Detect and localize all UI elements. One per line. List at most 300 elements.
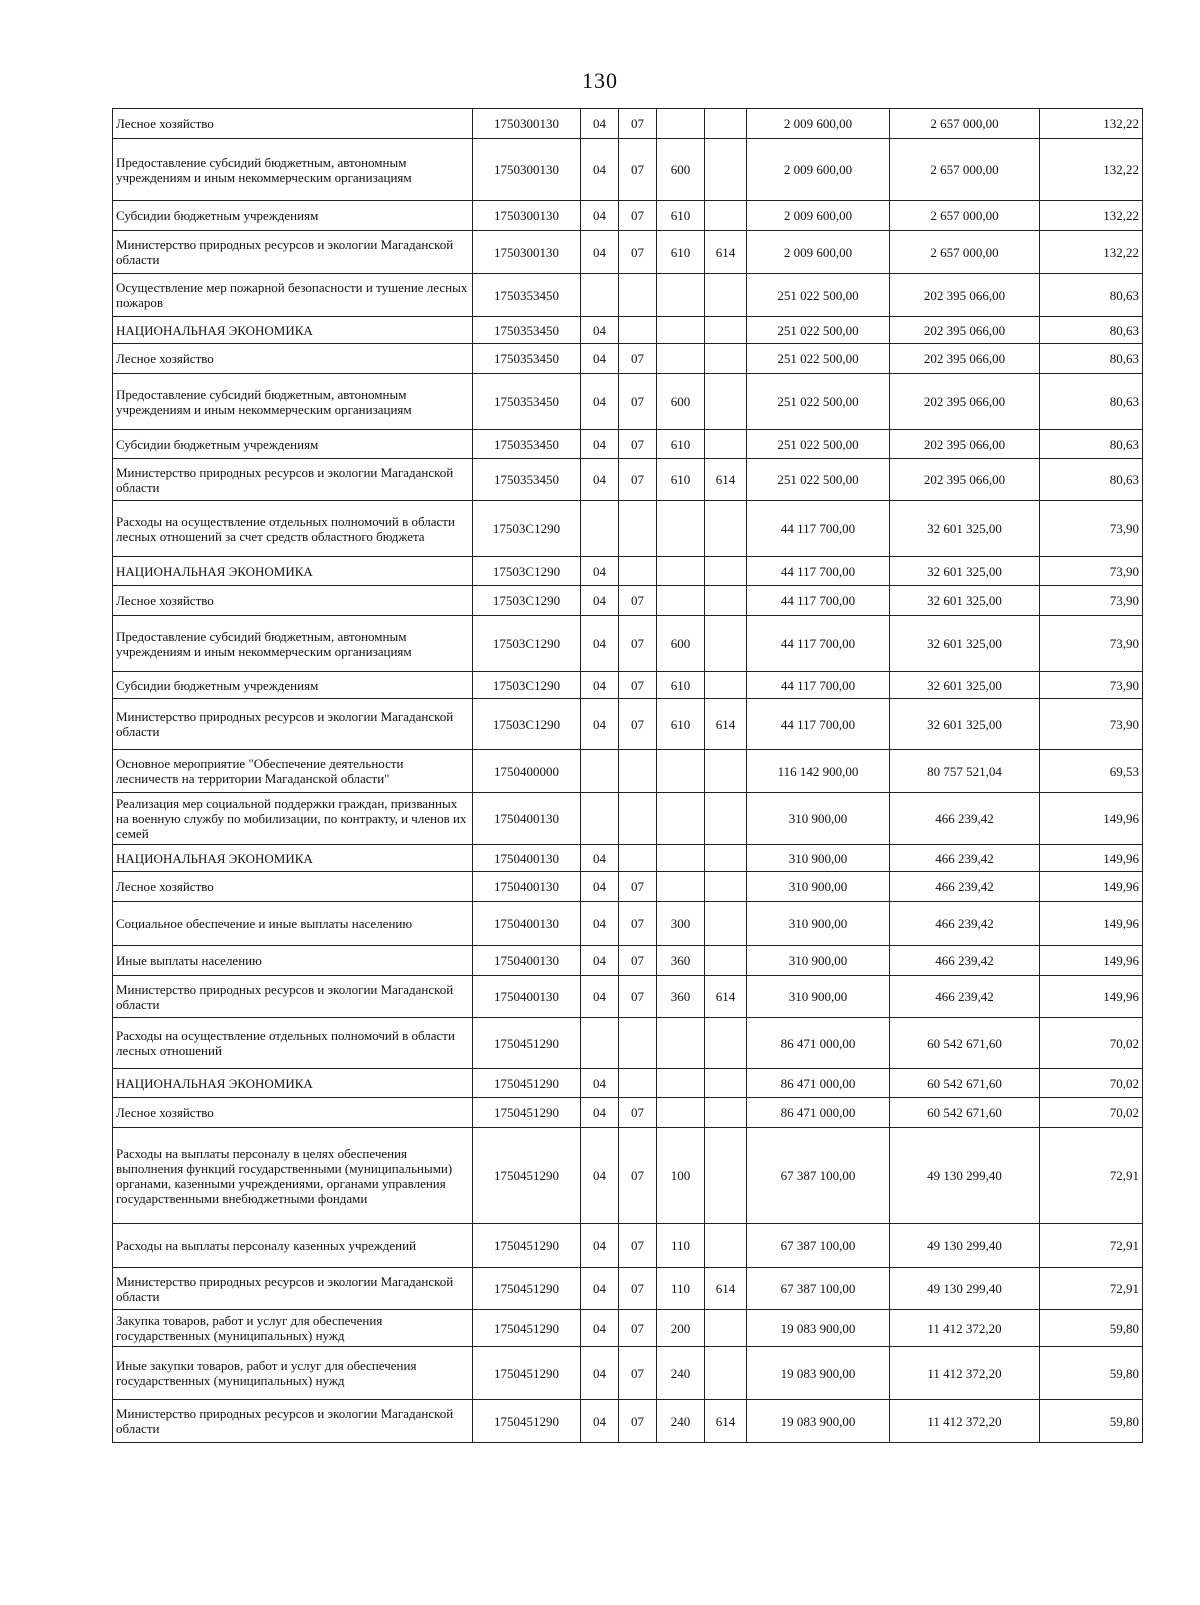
row-name: Реализация мер социальной поддержки граждан, призванных на военную службу по мобилизации, по контракту, и членов их семей [113,793,473,845]
row-name: Министерство природных ресурсов и экологии Магаданской области [113,976,473,1018]
row-name: Субсидии бюджетным учреждениям [113,430,473,459]
row-section: 04 [581,1069,619,1098]
row-expense-type [657,274,705,317]
row-planned-amount: 310 900,00 [747,793,890,845]
row-percent: 70,02 [1040,1098,1143,1128]
row-planned-amount: 19 083 900,00 [747,1310,890,1347]
row-planned-amount: 251 022 500,00 [747,317,890,344]
row-target-article: 1750451290 [473,1400,581,1443]
row-planned-amount: 44 117 700,00 [747,501,890,557]
row-actual-amount: 202 395 066,00 [890,374,1040,430]
row-target-article: 1750400130 [473,793,581,845]
row-subsection: 07 [619,1347,657,1400]
row-subsection: 07 [619,976,657,1018]
row-percent: 80,63 [1040,459,1143,501]
row-target-article: 17503С1290 [473,557,581,586]
row-name: Субсидии бюджетным учреждениям [113,672,473,699]
row-administrator-code: 614 [705,231,747,274]
table-row [113,109,1143,139]
row-planned-amount: 2 009 600,00 [747,139,890,201]
row-expense-type: 600 [657,374,705,430]
table-row [113,699,1143,750]
row-actual-amount: 466 239,42 [890,976,1040,1018]
row-name: Лесное хозяйство [113,344,473,374]
row-actual-amount: 49 130 299,40 [890,1128,1040,1224]
row-planned-amount: 116 142 900,00 [747,750,890,793]
row-expense-type: 360 [657,976,705,1018]
row-percent: 73,90 [1040,501,1143,557]
row-subsection: 07 [619,946,657,976]
row-actual-amount: 11 412 372,20 [890,1400,1040,1443]
row-name: НАЦИОНАЛЬНАЯ ЭКОНОМИКА [113,317,473,344]
row-subsection: 07 [619,109,657,139]
row-expense-type: 300 [657,902,705,946]
row-section: 04 [581,1098,619,1128]
row-actual-amount: 32 601 325,00 [890,616,1040,672]
row-planned-amount: 19 083 900,00 [747,1400,890,1443]
row-planned-amount: 44 117 700,00 [747,586,890,616]
row-expense-type [657,501,705,557]
row-administrator-code [705,374,747,430]
row-section: 04 [581,946,619,976]
row-expense-type: 610 [657,231,705,274]
row-section [581,750,619,793]
row-target-article: 1750353450 [473,317,581,344]
row-actual-amount: 202 395 066,00 [890,459,1040,501]
row-administrator-code: 614 [705,459,747,501]
row-administrator-code [705,109,747,139]
row-planned-amount: 86 471 000,00 [747,1018,890,1069]
row-administrator-code [705,139,747,201]
row-percent: 69,53 [1040,750,1143,793]
row-name: Закупка товаров, работ и услуг для обеспечения государственных (муниципальных) нужд [113,1310,473,1347]
row-name: Лесное хозяйство [113,1098,473,1128]
row-target-article: 1750400130 [473,872,581,902]
row-actual-amount: 2 657 000,00 [890,201,1040,231]
row-percent: 73,90 [1040,557,1143,586]
row-section: 04 [581,1128,619,1224]
table-row [113,946,1143,976]
row-subsection [619,557,657,586]
row-subsection: 07 [619,902,657,946]
row-name: Министерство природных ресурсов и экологии Магаданской области [113,459,473,501]
row-administrator-code: 614 [705,699,747,750]
row-percent: 72,91 [1040,1224,1143,1268]
table-row [113,557,1143,586]
row-percent: 80,63 [1040,430,1143,459]
row-target-article: 1750451290 [473,1268,581,1310]
row-expense-type: 240 [657,1400,705,1443]
row-planned-amount: 44 117 700,00 [747,616,890,672]
row-expense-type [657,557,705,586]
row-administrator-code [705,557,747,586]
row-actual-amount: 202 395 066,00 [890,274,1040,317]
row-target-article: 1750300130 [473,109,581,139]
row-expense-type: 610 [657,699,705,750]
row-administrator-code [705,1128,747,1224]
table-row [113,872,1143,902]
table-row [113,1268,1143,1310]
row-administrator-code [705,1224,747,1268]
table-row [113,1310,1143,1347]
row-name: Лесное хозяйство [113,586,473,616]
row-actual-amount: 49 130 299,40 [890,1268,1040,1310]
table-row [113,317,1143,344]
row-target-article: 17503С1290 [473,586,581,616]
row-expense-type: 360 [657,946,705,976]
row-planned-amount: 251 022 500,00 [747,430,890,459]
row-actual-amount: 466 239,42 [890,872,1040,902]
row-actual-amount: 60 542 671,60 [890,1069,1040,1098]
row-administrator-code [705,317,747,344]
row-target-article: 17503С1290 [473,616,581,672]
row-administrator-code [705,201,747,231]
row-actual-amount: 11 412 372,20 [890,1310,1040,1347]
row-subsection [619,793,657,845]
row-target-article: 1750400130 [473,845,581,872]
row-target-article: 1750353450 [473,430,581,459]
row-target-article: 1750451290 [473,1128,581,1224]
row-planned-amount: 251 022 500,00 [747,374,890,430]
row-administrator-code [705,1347,747,1400]
row-section: 04 [581,976,619,1018]
row-target-article: 1750400130 [473,902,581,946]
row-target-article: 1750451290 [473,1069,581,1098]
table-row [113,1098,1143,1128]
row-administrator-code: 614 [705,976,747,1018]
row-actual-amount: 80 757 521,04 [890,750,1040,793]
row-target-article: 1750451290 [473,1224,581,1268]
table-row [113,1347,1143,1400]
row-percent: 59,80 [1040,1310,1143,1347]
row-target-article: 1750400130 [473,946,581,976]
row-administrator-code [705,1310,747,1347]
row-administrator-code [705,793,747,845]
page-number: 130 [582,68,618,93]
row-expense-type [657,845,705,872]
row-target-article: 1750353450 [473,344,581,374]
row-section: 04 [581,557,619,586]
row-target-article: 1750400130 [473,976,581,1018]
row-subsection: 07 [619,699,657,750]
table-row [113,459,1143,501]
row-planned-amount: 310 900,00 [747,902,890,946]
row-section: 04 [581,231,619,274]
row-actual-amount: 49 130 299,40 [890,1224,1040,1268]
row-planned-amount: 251 022 500,00 [747,459,890,501]
row-name: Расходы на осуществление отдельных полномочий в области лесных отношений [113,1018,473,1069]
row-administrator-code [705,845,747,872]
row-actual-amount: 32 601 325,00 [890,501,1040,557]
row-expense-type [657,1018,705,1069]
row-actual-amount: 202 395 066,00 [890,344,1040,374]
row-name: Социальное обеспечение и иные выплаты населению [113,902,473,946]
row-target-article: 17503С1290 [473,501,581,557]
row-planned-amount: 2 009 600,00 [747,109,890,139]
row-name: Основное мероприятие "Обеспечение деятельности лесничеств на территории Магаданской области" [113,750,473,793]
row-actual-amount: 2 657 000,00 [890,231,1040,274]
row-section: 04 [581,1268,619,1310]
row-percent: 132,22 [1040,109,1143,139]
table-row [113,976,1143,1018]
row-planned-amount: 19 083 900,00 [747,1347,890,1400]
row-subsection: 07 [619,1400,657,1443]
row-name: НАЦИОНАЛЬНАЯ ЭКОНОМИКА [113,557,473,586]
table-row [113,793,1143,845]
row-target-article: 1750451290 [473,1018,581,1069]
row-expense-type: 610 [657,201,705,231]
row-percent: 80,63 [1040,344,1143,374]
row-subsection [619,501,657,557]
row-section: 04 [581,872,619,902]
row-actual-amount: 11 412 372,20 [890,1347,1040,1400]
row-actual-amount: 32 601 325,00 [890,586,1040,616]
row-subsection: 07 [619,586,657,616]
row-name: Министерство природных ресурсов и экологии Магаданской области [113,231,473,274]
table-row [113,344,1143,374]
row-planned-amount: 86 471 000,00 [747,1069,890,1098]
row-administrator-code [705,616,747,672]
row-subsection: 07 [619,374,657,430]
row-expense-type [657,344,705,374]
row-section: 04 [581,344,619,374]
budget-table-body [113,109,1143,1443]
row-subsection [619,750,657,793]
row-percent: 72,91 [1040,1128,1143,1224]
row-subsection: 07 [619,430,657,459]
row-target-article: 1750400000 [473,750,581,793]
row-planned-amount: 251 022 500,00 [747,344,890,374]
row-actual-amount: 60 542 671,60 [890,1098,1040,1128]
row-actual-amount: 32 601 325,00 [890,699,1040,750]
row-section: 04 [581,201,619,231]
row-name: Министерство природных ресурсов и экологии Магаданской области [113,1400,473,1443]
row-percent: 149,96 [1040,845,1143,872]
row-percent: 80,63 [1040,317,1143,344]
row-administrator-code [705,872,747,902]
row-expense-type: 110 [657,1268,705,1310]
row-percent: 149,96 [1040,902,1143,946]
row-percent: 132,22 [1040,139,1143,201]
budget-table [112,108,1143,1443]
row-section: 04 [581,459,619,501]
table-row [113,231,1143,274]
row-subsection: 07 [619,1128,657,1224]
row-subsection: 07 [619,459,657,501]
row-planned-amount: 2 009 600,00 [747,201,890,231]
row-section: 04 [581,1310,619,1347]
row-percent: 73,90 [1040,672,1143,699]
row-percent: 59,80 [1040,1400,1143,1443]
row-subsection: 07 [619,1310,657,1347]
row-planned-amount: 67 387 100,00 [747,1128,890,1224]
row-actual-amount: 32 601 325,00 [890,672,1040,699]
row-expense-type: 240 [657,1347,705,1400]
row-name: Лесное хозяйство [113,109,473,139]
row-subsection [619,274,657,317]
row-section [581,793,619,845]
row-name: Расходы на выплаты персоналу казенных учреждений [113,1224,473,1268]
row-subsection: 07 [619,616,657,672]
row-administrator-code [705,1018,747,1069]
row-expense-type [657,1098,705,1128]
table-row [113,374,1143,430]
row-section [581,1018,619,1069]
row-name: Предоставление субсидий бюджетным, автономным учреждениям и иным некоммерческим организациям [113,374,473,430]
table-row [113,616,1143,672]
table-row [113,845,1143,872]
row-name: Расходы на выплаты персоналу в целях обеспечения выполнения функций государственными (муниципальными) органами, казенными учреждениями, органами управления государственными внебюджетными фондами [113,1128,473,1224]
table-row [113,586,1143,616]
row-planned-amount: 44 117 700,00 [747,699,890,750]
row-actual-amount: 466 239,42 [890,902,1040,946]
row-subsection: 07 [619,201,657,231]
table-row [113,1128,1143,1224]
row-actual-amount: 2 657 000,00 [890,109,1040,139]
row-planned-amount: 44 117 700,00 [747,672,890,699]
row-name: Иные выплаты населению [113,946,473,976]
row-percent: 149,96 [1040,946,1143,976]
row-subsection: 07 [619,872,657,902]
row-name: Предоставление субсидий бюджетным, автономным учреждениям и иным некоммерческим организациям [113,139,473,201]
row-section: 04 [581,139,619,201]
row-section: 04 [581,1400,619,1443]
row-target-article: 1750353450 [473,374,581,430]
row-expense-type: 100 [657,1128,705,1224]
row-actual-amount: 202 395 066,00 [890,317,1040,344]
table-row [113,672,1143,699]
row-planned-amount: 310 900,00 [747,872,890,902]
row-administrator-code [705,672,747,699]
row-expense-type: 610 [657,672,705,699]
row-subsection: 07 [619,1224,657,1268]
row-administrator-code [705,274,747,317]
row-percent: 73,90 [1040,699,1143,750]
row-expense-type [657,793,705,845]
row-subsection: 07 [619,231,657,274]
row-expense-type [657,1069,705,1098]
row-administrator-code [705,946,747,976]
row-expense-type [657,317,705,344]
row-target-article: 1750353450 [473,274,581,317]
row-actual-amount: 60 542 671,60 [890,1018,1040,1069]
row-section [581,501,619,557]
row-expense-type [657,109,705,139]
row-name: НАЦИОНАЛЬНАЯ ЭКОНОМИКА [113,845,473,872]
row-planned-amount: 2 009 600,00 [747,231,890,274]
row-section: 04 [581,430,619,459]
row-administrator-code [705,1098,747,1128]
row-subsection [619,317,657,344]
row-expense-type: 110 [657,1224,705,1268]
row-subsection: 07 [619,344,657,374]
row-target-article: 1750300130 [473,139,581,201]
row-expense-type: 200 [657,1310,705,1347]
row-name: НАЦИОНАЛЬНАЯ ЭКОНОМИКА [113,1069,473,1098]
row-expense-type [657,586,705,616]
row-name: Субсидии бюджетным учреждениям [113,201,473,231]
row-subsection [619,845,657,872]
row-section: 04 [581,374,619,430]
table-row [113,902,1143,946]
row-actual-amount: 32 601 325,00 [890,557,1040,586]
row-planned-amount: 310 900,00 [747,946,890,976]
row-target-article: 1750451290 [473,1098,581,1128]
row-actual-amount: 202 395 066,00 [890,430,1040,459]
row-section: 04 [581,672,619,699]
table-row [113,501,1143,557]
row-administrator-code [705,1069,747,1098]
row-administrator-code [705,902,747,946]
row-name: Иные закупки товаров, работ и услуг для обеспечения государственных (муниципальных) нужд [113,1347,473,1400]
row-administrator-code [705,750,747,793]
row-administrator-code [705,501,747,557]
row-administrator-code: 614 [705,1400,747,1443]
row-percent: 70,02 [1040,1018,1143,1069]
row-name: Расходы на осуществление отдельных полномочий в области лесных отношений за счет средств областного бюджета [113,501,473,557]
row-administrator-code [705,586,747,616]
row-target-article: 1750353450 [473,459,581,501]
row-target-article: 1750451290 [473,1310,581,1347]
row-expense-type: 610 [657,459,705,501]
table-row [113,750,1143,793]
row-target-article: 1750300130 [473,201,581,231]
row-section [581,274,619,317]
row-expense-type: 610 [657,430,705,459]
row-section: 04 [581,1347,619,1400]
table-row [113,1018,1143,1069]
row-percent: 149,96 [1040,872,1143,902]
row-administrator-code [705,344,747,374]
row-percent: 80,63 [1040,374,1143,430]
row-section: 04 [581,616,619,672]
row-actual-amount: 466 239,42 [890,793,1040,845]
row-subsection [619,1018,657,1069]
row-actual-amount: 2 657 000,00 [890,139,1040,201]
row-target-article: 1750451290 [473,1347,581,1400]
row-actual-amount: 466 239,42 [890,946,1040,976]
row-section: 04 [581,586,619,616]
table-row [113,430,1143,459]
row-section: 04 [581,109,619,139]
table-row [113,1224,1143,1268]
table-row [113,1400,1143,1443]
row-actual-amount: 466 239,42 [890,845,1040,872]
table-row [113,139,1143,201]
row-name: Министерство природных ресурсов и экологии Магаданской области [113,1268,473,1310]
table-row [113,201,1143,231]
row-percent: 72,91 [1040,1268,1143,1310]
row-subsection: 07 [619,139,657,201]
row-percent: 73,90 [1040,586,1143,616]
row-name: Министерство природных ресурсов и экологии Магаданской области [113,699,473,750]
row-section: 04 [581,845,619,872]
row-subsection: 07 [619,672,657,699]
row-planned-amount: 67 387 100,00 [747,1224,890,1268]
row-expense-type [657,872,705,902]
row-percent: 132,22 [1040,231,1143,274]
row-administrator-code [705,430,747,459]
row-subsection [619,1069,657,1098]
row-planned-amount: 310 900,00 [747,976,890,1018]
row-administrator-code: 614 [705,1268,747,1310]
row-target-article: 17503С1290 [473,699,581,750]
row-subsection: 07 [619,1268,657,1310]
row-planned-amount: 310 900,00 [747,845,890,872]
row-section: 04 [581,317,619,344]
row-percent: 59,80 [1040,1347,1143,1400]
row-percent: 80,63 [1040,274,1143,317]
